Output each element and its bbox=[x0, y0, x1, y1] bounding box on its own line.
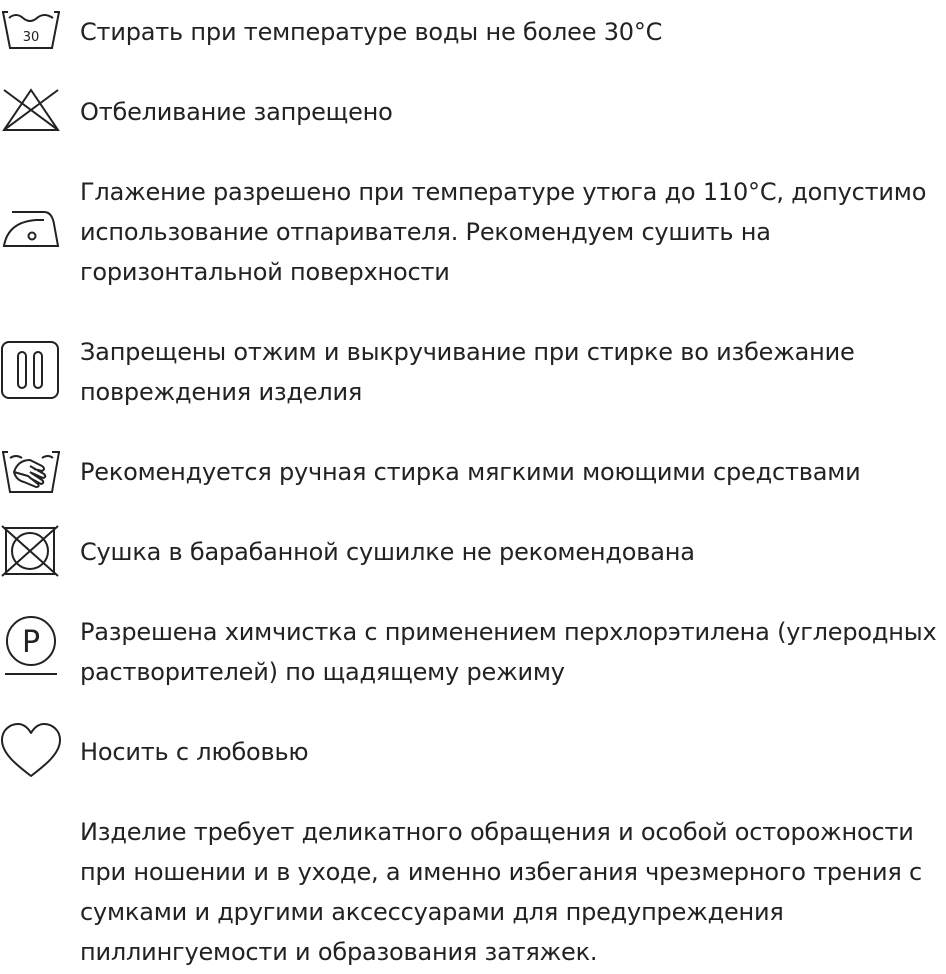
no-tumble-dry-icon bbox=[0, 524, 62, 578]
note-line: при ношении и в уходе, а именно избегания чрезмерного трения с bbox=[80, 858, 923, 886]
care-line: Глажение разрешено при температуре утюга до 110°C, допустимо bbox=[80, 178, 927, 206]
hand-wash-icon bbox=[0, 446, 62, 496]
care-item-text bbox=[80, 532, 946, 572]
care-line: использование отпаривателя. Рекомендуем сушить на bbox=[80, 218, 771, 246]
note-line: сумками и другими аксессуарами для предупреждения bbox=[80, 898, 784, 926]
care-line: Запрещены отжим и выкручивание при стирке во избежание bbox=[80, 338, 855, 366]
care-line: Отбеливание запрещено bbox=[80, 98, 393, 126]
care-item-text bbox=[80, 612, 946, 692]
care-line: Стирать при температуре воды не более 30°C bbox=[80, 18, 663, 46]
care-line: растворителей) по щадящему режиму bbox=[80, 658, 565, 686]
dry-clean-p-gentle-icon bbox=[0, 614, 62, 682]
note-line: Изделие требует деликатного обращения и особой осторожности bbox=[80, 818, 914, 846]
care-item-text bbox=[80, 332, 946, 412]
care-line: Сушка в барабанной сушилке не рекомендована bbox=[80, 538, 695, 566]
iron-low-temp-icon bbox=[0, 204, 62, 252]
no-wring-icon bbox=[0, 340, 62, 402]
note-line: пиллингуемости и образования затяжек. bbox=[80, 938, 598, 966]
care-item-text bbox=[80, 92, 946, 132]
care-note-text bbox=[80, 812, 946, 972]
wash-temp-label: 30 bbox=[22, 30, 40, 45]
care-item-text bbox=[80, 452, 946, 492]
no-bleach-icon bbox=[0, 86, 62, 134]
wash-30-icon bbox=[0, 8, 62, 54]
care-item-text bbox=[80, 172, 946, 292]
care-line: Рекомендуется ручная стирка мягкими моющими средствами bbox=[80, 458, 861, 486]
care-item-text bbox=[80, 732, 946, 772]
care-line: повреждения изделия bbox=[80, 378, 363, 406]
care-line: горизонтальной поверхности bbox=[80, 258, 450, 286]
care-item-text bbox=[80, 12, 946, 52]
care-line: Разрешена химчистка с применением перхлорэтилена (углеродных bbox=[80, 618, 937, 646]
heart-icon bbox=[0, 722, 62, 780]
care-line: Носить с любовью bbox=[80, 738, 309, 766]
dry-clean-letter: P bbox=[21, 625, 41, 660]
